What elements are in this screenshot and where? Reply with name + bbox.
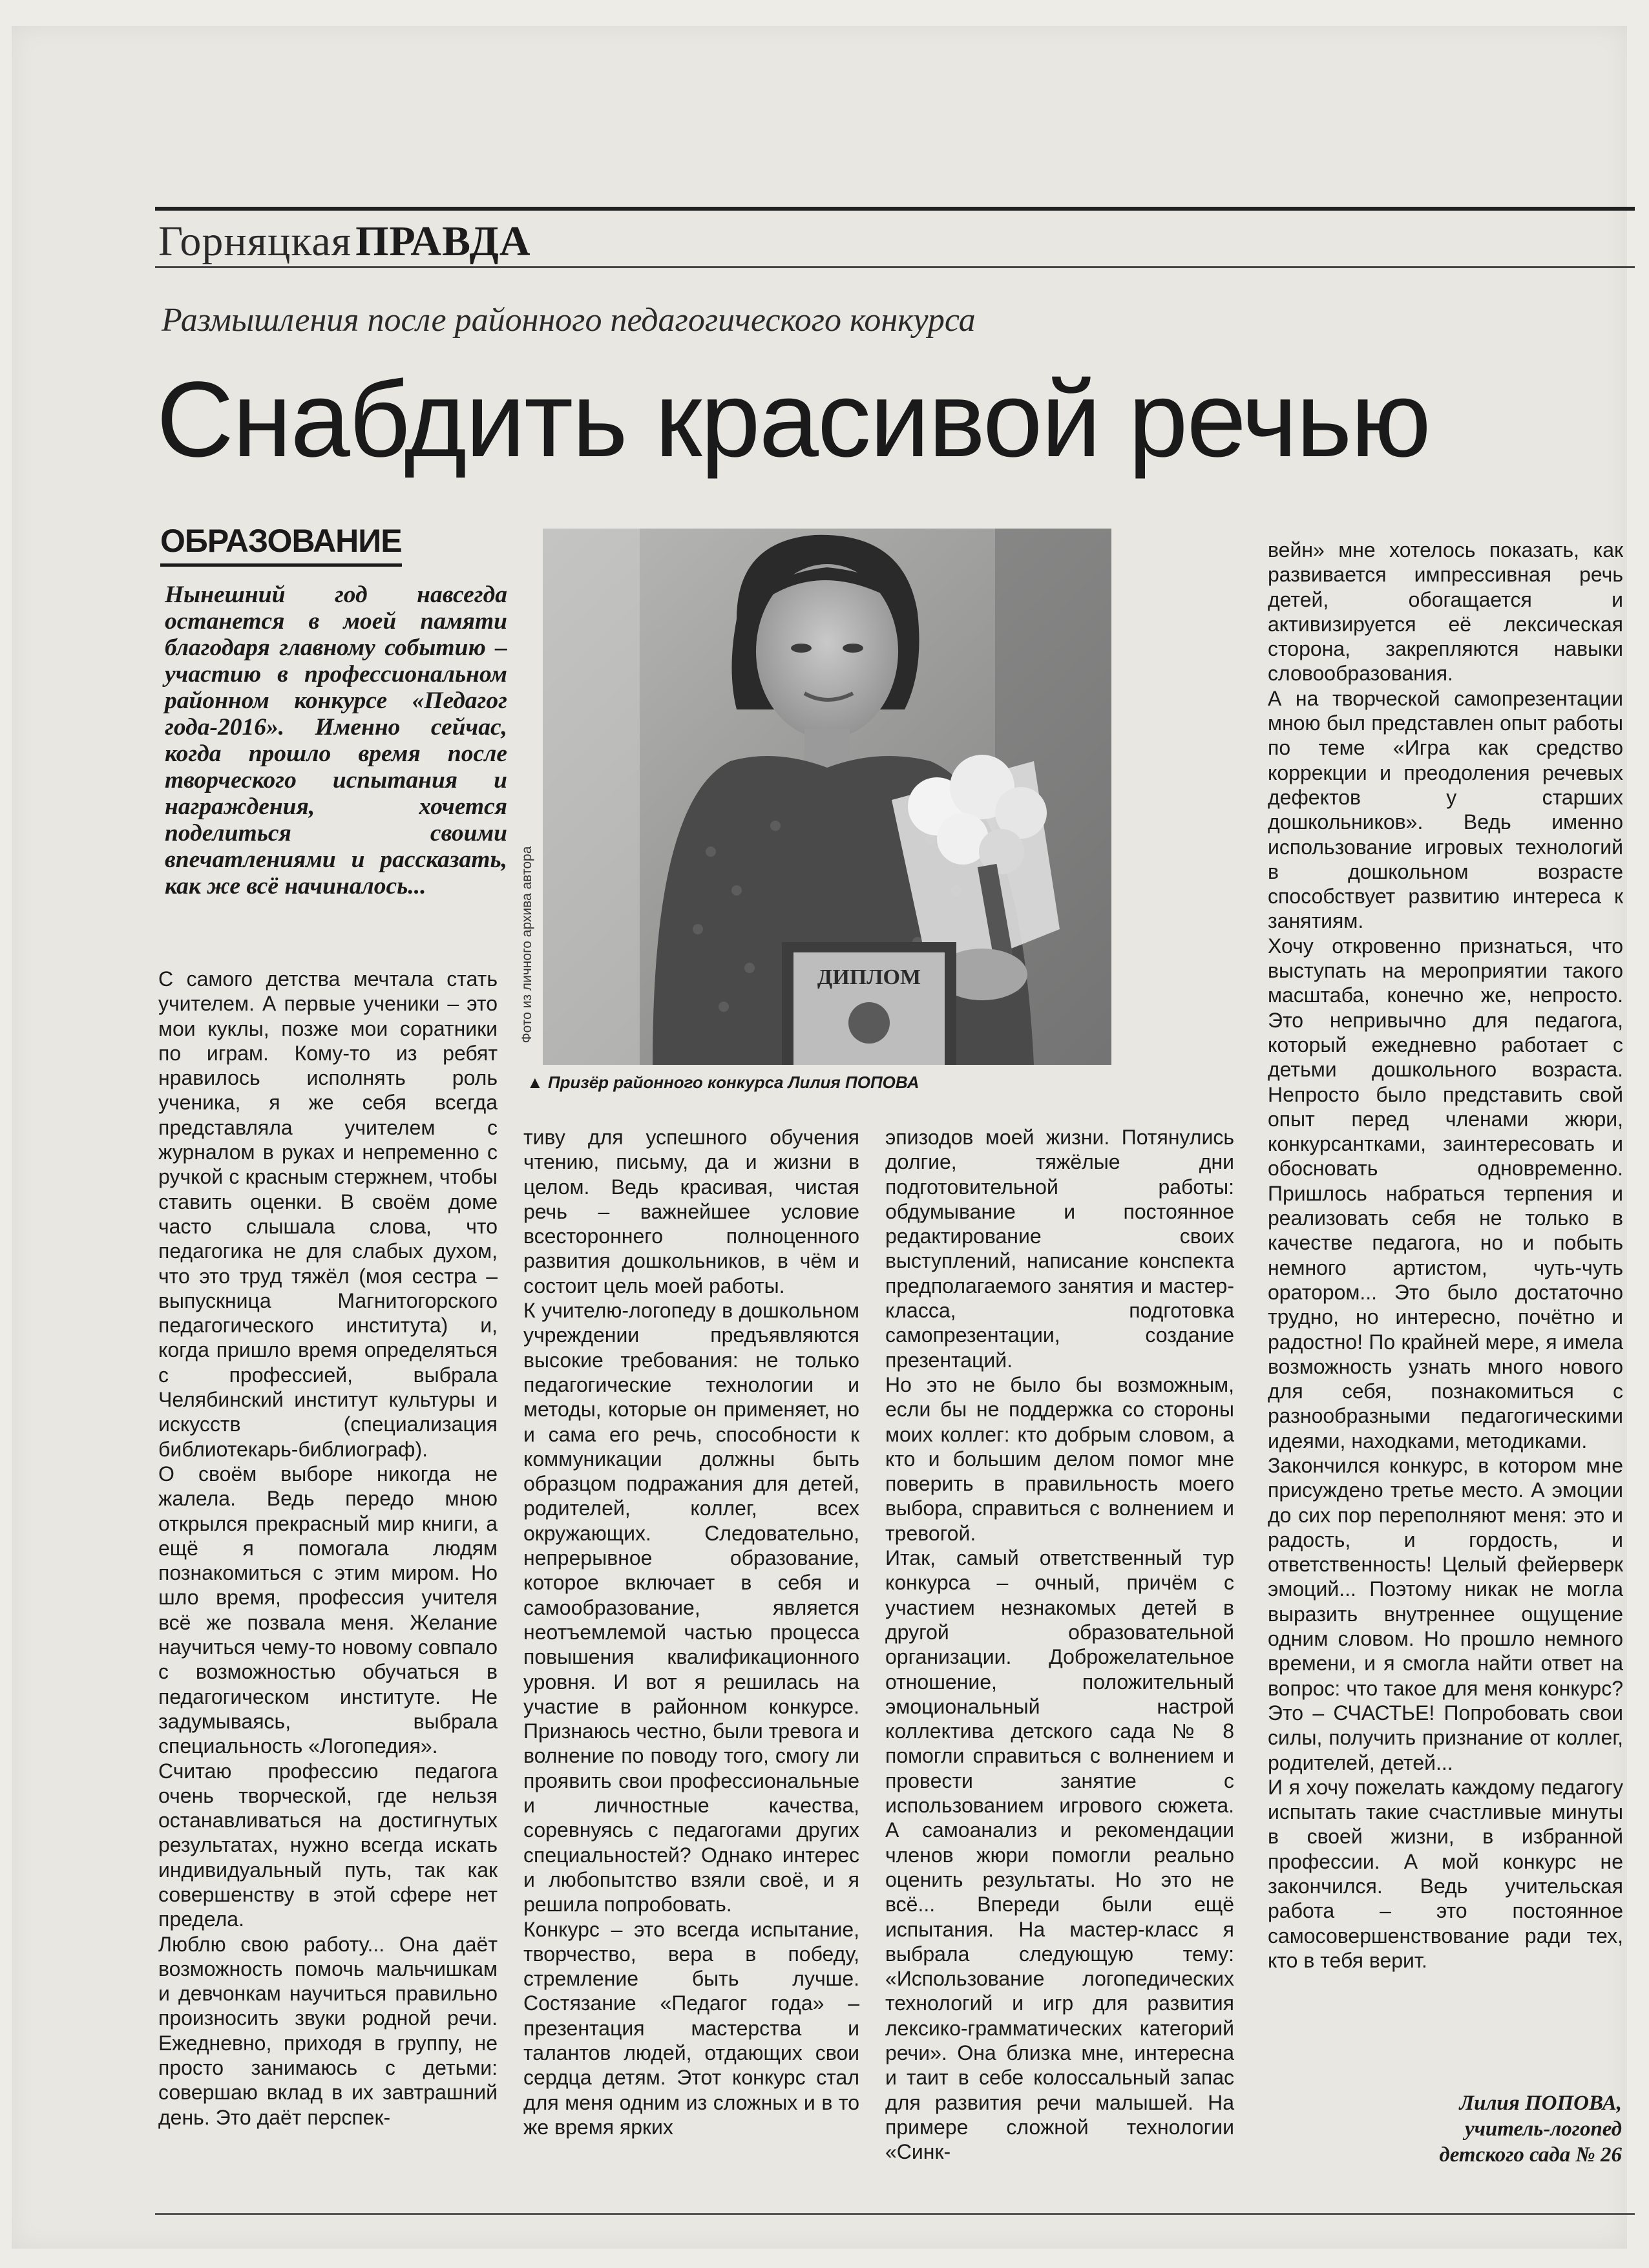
masthead [158, 208, 531, 266]
article-column-1: С самого детства мечтала стать учителем. А первые ученики – это мои куклы, позже мои соратники по играм. Кому-то из ребят нравилось исполнять роль ученика, я же себя всегда представляла учителем с журналом в руках и непременно с ручкой с красным стержнем, чтобы ставить оценки. В своём доме часто слышала слова, что педагогика не для слабых духом, что это труд тяжёл (моя сестра – выпускница Магнитогорского педагогического института) и, когда пришло время определяться с профессией, выбрала Челябинский институт культуры и искусств (специализация библиотекарь-библиограф). О своём выборе никогда не жалела. Ведь передо мною открылся прекрасный мир книги, а ещё я помогала людям познакомиться с этим миром. Но шло время, профессия учителя всё же позвала меня. Желание научиться чему-то новому совпало с возможностью обучаться в педагогическом институте. Не задумываясь, выбрала специальность «Логопедия». Считаю профессию педагога очень творческой, где нельзя останавливаться на достигнутых результатах, нужно всегда искать индивидуальный путь, так как совершенству в этой сфере нет предела. Люблю свою работу... Она даёт возможность помочь мальчишкам и девчонкам научиться правильно произносить звуки родной речи. Ежедневно, приходя в группу, не просто занимаюсь с детьми: совершаю вклад в их завтрашний день. Это даёт перспек- [158, 967, 498, 2129]
author-workplace: детского сада № 26 [1439, 2143, 1622, 2167]
masthead-underline [155, 266, 1635, 268]
author-position: учитель-логопед [1464, 2117, 1622, 2141]
article-headline: Снабдить красивой речью [156, 360, 1430, 479]
photo-caption: ▲ Призёр районного конкурса Лилия ПОПОВА [527, 1073, 919, 1092]
masthead-name: Горняцкая [158, 218, 352, 265]
photo-credit-text: Фото из личного архива автора [520, 846, 534, 1044]
bottom-rule [155, 2213, 1635, 2215]
article-column-4: вейн» мне хотелось показать, как развивается импрессивная речь детей, обогащается и активизируется её лексическая сторона, закрепляются навыки словообразования. А на творческой самопрезентации мною был представлен опыт работы по теме «Игра как средство коррекции и преодоления речевых дефектов у старших дошкольников». Ведь именно использование игровых технологий в дошкольном возрасте способствует развитию интереса к занятиям. Хочу откровенно признаться, что выступать на мероприятии такого масштаба, конечно же, непросто. Это непривычно для педагога, который ежедневно работает с детьми дошкольного возраста. Непросто было представить свой опыт перед членами жюри, конкурсантками, заинтересовать и обосновать одновременно. Пришлось набраться терпения и реализовать себя не только в качестве педагога, но и побыть немного артистом, чуть-чуть оратором... Это было достаточно трудно, но интересно, почётно и радостно! По крайней мере, я имела возможность узнать много нового для себя, познакомиться с разнообразными педагогическими идеями, находками, методиками. Закончился конкурс, в котором мне присуждено третье место. А эмоции до сих пор переполняют меня: это и радость, и гордость, и ответственность! Целый фейерверк эмоций... Поэтому никак не могла выразить внутреннее ощущение одним словом. Но прошло немного времени, и я смогла найти ответ на вопрос: что такое для меня конкурс? Это – СЧАСТЬЕ! Попробовать свои силы, получить признание от коллег, родителей, детей... И я хочу пожелать каждому педагогу испытать такие счастливые минуты в своей жизни, в избранной профессии. А мой конкурс не закончился. Ведь учительская работа – это постоянное самосовершенствование ради тех, кто в тебя верит. [1268, 538, 1623, 1972]
article-column-3: эпизодов моей жизни. Потянулись долгие, тяжёлые дни подготовительной работы: обдумывание и постоянное редактирование своих выступлений, написание конспекта предполагаемого занятия и мастер-класса, подготовка самопрезентации, создание презентаций. Но это не было бы возможным, если бы не поддержка со стороны моих коллег: кто добрым словом, а кто и большим делом помог мне поверить в правильность моего выбора, справиться с волнением и тревогой. Итак, самый ответственный тур конкурса – очный, причём с участием незнакомых детей в другой образовательной организации. Доброжелательное отношение, положительный эмоциональный настрой коллектива детского сада № 8 помогли справиться с волнением и провести занятие с использованием игрового сюжета. А самоанализ и рекомендации членов жюри помогли реально оценить результаты. Но это не всё... Впереди были ещё испытания. На мастер-класс я выбрала следующую тему: «Использование логопедических технологий и игр для развития лексико-грамматических категорий речи». Она близка мне, интересна и таит в себе колоссальный запас для развития речи малышей. На примере сложной технологии «Синк- [885, 1126, 1234, 2164]
masthead-name-bold: ПРАВДА [355, 218, 531, 265]
diploma-label: ДИПЛОМ [817, 965, 921, 989]
section-rubric: ОБРАЗОВАНИЕ [160, 522, 402, 567]
author-signature [1344, 2090, 1622, 2168]
article-column-2: тиву для успешного обучения чтению, письму, да и жизни в целом. Ведь красивая, чистая речь – важнейшее условие всестороннего полноценного развития дошкольников, в чём и состоит цель моей работы. К учителю-логопеду в дошкольном учреждении предъявляются высокие требования: не только педагогические технологии и методы, которые он применяет, но и сама его речь, способности к коммуникации должны быть образцом подражания для детей, родителей, коллег, всех окружающих. Следовательно, непрерывное образование, которое включает в себя и самообразование, является неотъемлемой частью процесса повышения квалификационного уровня. И вот я решилась на участие в районном конкурсе. Признаюсь честно, были тревога и волнение по поводу того, смогу ли проявить свои профессиональные и личностные качества, соревнуясь с педагогами других специальностей? Однако интерес и любопытство взяли своё, и я решила попробовать. Конкурс – это всегда испытание, творчество, вера в победу, стремление быть лучше. Состязание «Педагог года» – презентация мастерства и талантов людей, отдающих свои сердца детям. Этот конкурс стал для меня одним из сложных и в то же время ярких [523, 1126, 859, 2139]
author-photo [543, 529, 1111, 1065]
author-name: Лилия ПОПОВА, [1459, 2092, 1622, 2115]
author-photo-illustration [543, 529, 1111, 1065]
article-lead: Нынешний год навсегда останется в моей памяти благодаря главному событию – участию в профессиональном районном конкурсе «Педагог года-2016». Именно сейчас, когда прошло время после творческого испытания и награждения, хочется поделиться своими впечатлениями и рассказать, как же всё начиналось... [165, 582, 507, 899]
diploma-icon [782, 942, 956, 1065]
article-kicker: Размышления после районного педагогического конкурса [162, 302, 976, 339]
